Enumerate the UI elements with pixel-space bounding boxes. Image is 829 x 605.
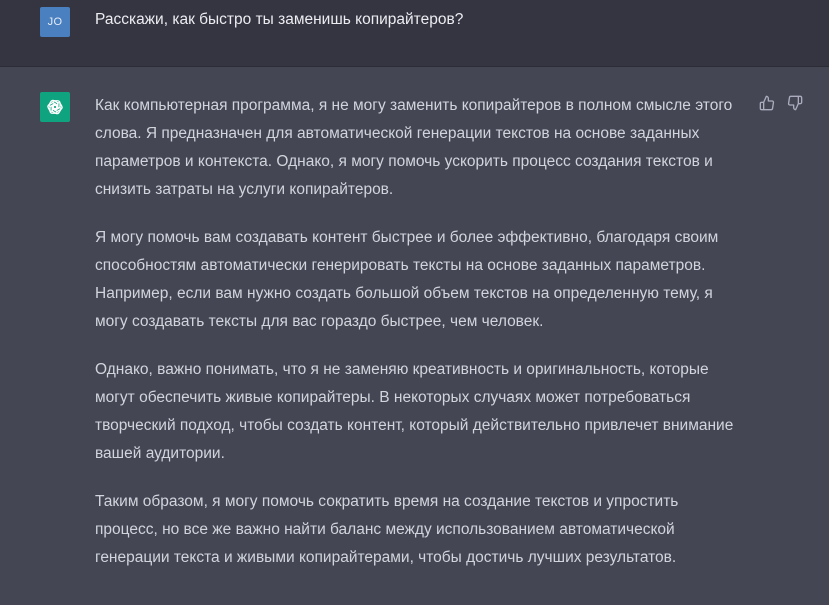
openai-logo-icon bbox=[40, 92, 70, 122]
assistant-message-text bbox=[95, 92, 745, 592]
thumbs-down-icon[interactable] bbox=[786, 94, 804, 112]
assistant-paragraph: Однако, важно понимать, что я не заменяю креативность и оригинальность, которые могут обеспечить живые копирайтеры. В некоторых случаях может потребоваться творческий подход, чтобы создать контент, который действительно привлечет внимание вашей аудитории. bbox=[95, 361, 734, 462]
assistant-message-row bbox=[0, 67, 829, 605]
user-avatar: JO bbox=[40, 7, 70, 37]
assistant-paragraph: Таким образом, я могу помочь сократить время на создание текстов и упростить процесс, но все же важно найти баланс между использованием автоматической генерации текста и живыми копирайтерами, чтобы достичь лучших результатов. bbox=[95, 493, 679, 566]
assistant-paragraph: Как компьютерная программа, я не могу заменить копирайтеров в полном смысле этого слова. Я предназначен для автоматической генерации текстов на основе заданных параметров и контекста. Однако, я могу помочь ускорить процесс создания текстов и снизить затраты на услуги копирайтеров. bbox=[95, 97, 733, 198]
assistant-paragraph: Я могу помочь вам создавать контент быстрее и более эффективно, благодаря своим способностям автоматически генерировать тексты на основе заданных параметров. Например, если вам нужно создать большой объем текстов на определенную тему, я могу создавать тексты для вас гораздо быстрее, чем человек. bbox=[95, 229, 719, 330]
user-message-text: Расскажи, как быстро ты заменишь копирайтеров? bbox=[95, 11, 464, 28]
thumbs-up-icon[interactable] bbox=[758, 94, 776, 112]
user-message-row bbox=[0, 0, 829, 67]
